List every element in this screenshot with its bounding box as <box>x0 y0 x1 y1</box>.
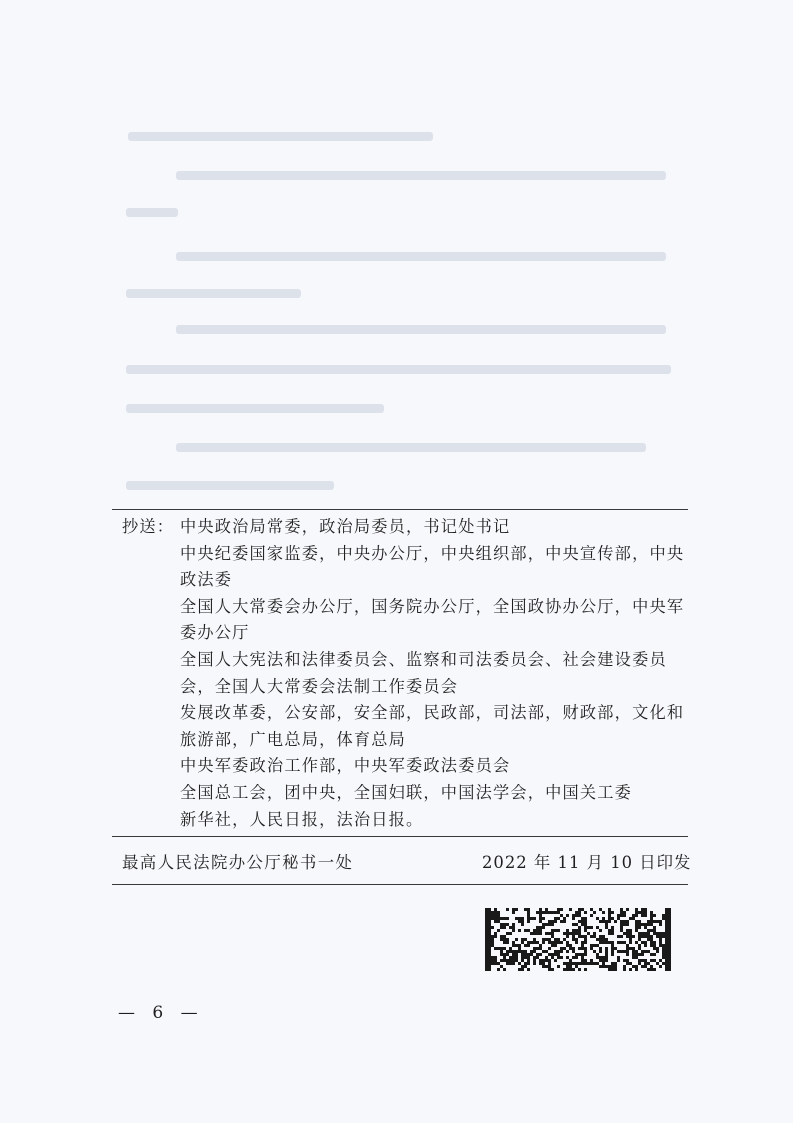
cc-bottom-rule <box>112 836 688 837</box>
copy-to-item: 全国总工会，团中央，全国妇联，中国法学会，中国关工委 <box>180 782 633 802</box>
copy-to-label: 抄送： <box>122 517 175 536</box>
copy-to-item: 发展改革委，公安部，安全部，民政部，司法部，财政部，文化和旅游部，广电总局，体育总局 <box>180 703 685 749</box>
issuing-office: 最高人民法院办公厅秘书一处 <box>122 853 354 872</box>
copy-to-item: 中央政治局常委，政治局委员，书记处书记 <box>180 517 511 536</box>
copy-to-block <box>122 514 692 833</box>
cc-top-rule <box>112 509 688 510</box>
copy-to-item: 中央军委政治工作部，中央军委政法委员会 <box>180 756 511 776</box>
copy-to-item: 全国人大常委会办公厅，国务院办公厅，全国政协办公厅，中央军委办公厅 <box>180 596 685 643</box>
copy-to-item: 全国人大宪法和法律委员会、监察和司法委员会、社会建设委员会，全国人大常委会法制工作委员会 <box>180 649 667 696</box>
copy-to-list <box>180 514 692 833</box>
print-date: 2022 年 11 月 10 日印发 <box>482 853 692 872</box>
page-number: — 6 — <box>118 1003 204 1023</box>
bleed-through-text <box>0 0 793 530</box>
barcode-icon <box>485 908 673 972</box>
footer-bottom-rule <box>112 884 688 885</box>
copy-to-item: 中央纪委国家监委，中央办公厅，中央组织部，中央宣传部，中央政法委 <box>180 543 685 590</box>
copy-to-item: 新华社，人民日报，法治日报。 <box>180 809 424 829</box>
